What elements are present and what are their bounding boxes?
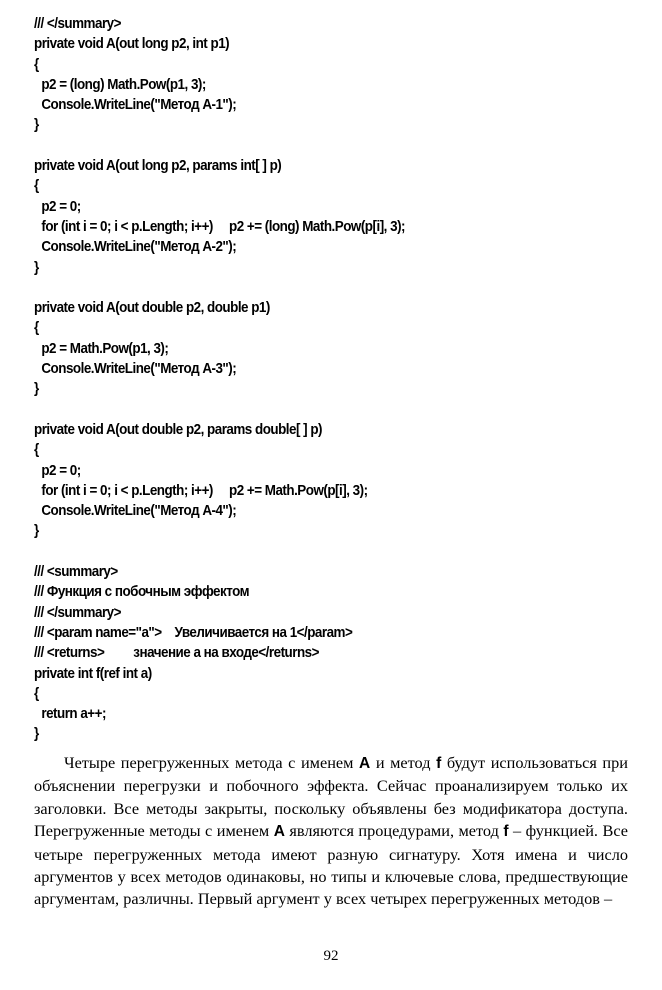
code-text: p2 = Math.Pow(p1, 3); bbox=[41, 340, 169, 357]
code-line bbox=[34, 603, 586, 623]
code-line bbox=[34, 34, 586, 54]
code-line bbox=[34, 359, 586, 379]
code-line bbox=[34, 339, 586, 359]
code-line bbox=[34, 501, 586, 521]
method-name-a: A bbox=[273, 823, 285, 841]
code-line bbox=[34, 156, 586, 176]
code-text: Console.WriteLine("Метод A-1"); bbox=[41, 97, 237, 114]
paragraph-text: Четыре перегруженных метода с именем bbox=[64, 753, 360, 772]
code-text: /// </summary> bbox=[34, 604, 121, 621]
code-line bbox=[34, 14, 586, 34]
method-name-f: f bbox=[503, 823, 509, 841]
code-text: /// </summary> bbox=[34, 16, 121, 32]
code-line bbox=[34, 318, 586, 338]
paragraph-text: – функцией. Все четыре перегруженных метода имеют разную сигнатуру. Хотя имена и число аргументов у всех методов одинаковы, но типы и ключевые слова, предшествующие аргументам, различны. Первый аргумент у всех четырех перегруженных методов – bbox=[34, 821, 628, 909]
code-text: } bbox=[34, 117, 39, 134]
code-text: private void A(out double p2, params double[ ] p) bbox=[34, 421, 323, 438]
code-listing bbox=[34, 14, 586, 745]
code-line bbox=[34, 724, 586, 744]
code-line bbox=[34, 136, 586, 156]
code-text: /// <param name="a"> Увеличивается на 1</param> bbox=[34, 624, 353, 641]
code-line bbox=[34, 684, 586, 704]
code-line bbox=[34, 217, 586, 237]
code-text: p2 = 0; bbox=[41, 198, 81, 215]
page-number: 92 bbox=[323, 948, 339, 964]
code-line bbox=[34, 481, 586, 501]
code-text: private int f(ref int a) bbox=[34, 665, 152, 682]
code-line bbox=[34, 258, 586, 278]
method-name-a: A bbox=[359, 755, 371, 772]
code-line bbox=[34, 278, 586, 298]
code-text: for (int i = 0; i < p.Length; i++) p2 += Math.Pow(p[i], 3); bbox=[41, 482, 368, 499]
method-name-f: f bbox=[436, 755, 442, 772]
code-line bbox=[34, 643, 586, 663]
code-text: { bbox=[34, 685, 39, 702]
paragraph-text: будут использоваться при объяснении перегрузки и побочного эффекта. Сейчас проанализируем только их заголовки. Все методы закрыты, поскольку объявлены без модификатора доступа. Перегруженные методы с именем bbox=[34, 753, 628, 841]
body-text bbox=[34, 752, 628, 911]
code-line bbox=[34, 197, 586, 217]
code-text: private void A(out double p2, double p1) bbox=[34, 300, 270, 317]
code-line bbox=[34, 664, 586, 684]
code-text: p2 = 0; bbox=[41, 462, 81, 479]
code-text: Console.WriteLine("Метод A-3"); bbox=[41, 361, 237, 378]
code-text: Console.WriteLine("Метод A-2"); bbox=[41, 239, 237, 256]
paragraph-text: являются процедурами, метод bbox=[284, 821, 504, 841]
code-text: } bbox=[34, 259, 39, 276]
code-line bbox=[34, 562, 586, 582]
code-text: } bbox=[34, 726, 39, 743]
code-line bbox=[34, 75, 586, 95]
code-line bbox=[34, 176, 586, 196]
code-line bbox=[34, 461, 586, 481]
code-line bbox=[34, 623, 586, 643]
code-text: return a++; bbox=[41, 706, 106, 723]
code-line bbox=[34, 542, 586, 562]
paragraph-text: и метод bbox=[370, 753, 437, 772]
code-line bbox=[34, 440, 586, 460]
code-text: { bbox=[34, 320, 39, 337]
code-line bbox=[34, 379, 586, 399]
code-text: } bbox=[34, 381, 39, 398]
code-line bbox=[34, 582, 586, 602]
code-text: for (int i = 0; i < p.Length; i++) p2 += (long) Math.Pow(p[i], 3); bbox=[41, 218, 406, 235]
code-text: private void A(out long p2, int p1) bbox=[34, 36, 230, 53]
code-line bbox=[34, 420, 586, 440]
code-line bbox=[34, 298, 586, 318]
code-line bbox=[34, 704, 586, 724]
code-text: { bbox=[34, 56, 39, 73]
code-line bbox=[34, 400, 586, 420]
code-text: Console.WriteLine("Метод A-4"); bbox=[41, 503, 237, 520]
code-text: p2 = (long) Math.Pow(p1, 3); bbox=[41, 76, 206, 93]
code-text: { bbox=[34, 178, 39, 195]
code-line bbox=[34, 521, 586, 541]
code-text: { bbox=[34, 442, 39, 459]
code-text: private void A(out long p2, params int[ ] p) bbox=[34, 158, 282, 175]
code-line bbox=[34, 55, 586, 75]
code-line bbox=[34, 115, 586, 135]
code-text: /// <returns> значение а на входе</returns> bbox=[34, 645, 319, 662]
paragraph bbox=[34, 752, 628, 911]
code-line bbox=[34, 95, 586, 115]
code-line bbox=[34, 237, 586, 257]
code-text: } bbox=[34, 523, 39, 540]
code-text: /// <summary> bbox=[34, 564, 118, 581]
code-text: /// Функция с побочным эффектом bbox=[34, 584, 250, 601]
